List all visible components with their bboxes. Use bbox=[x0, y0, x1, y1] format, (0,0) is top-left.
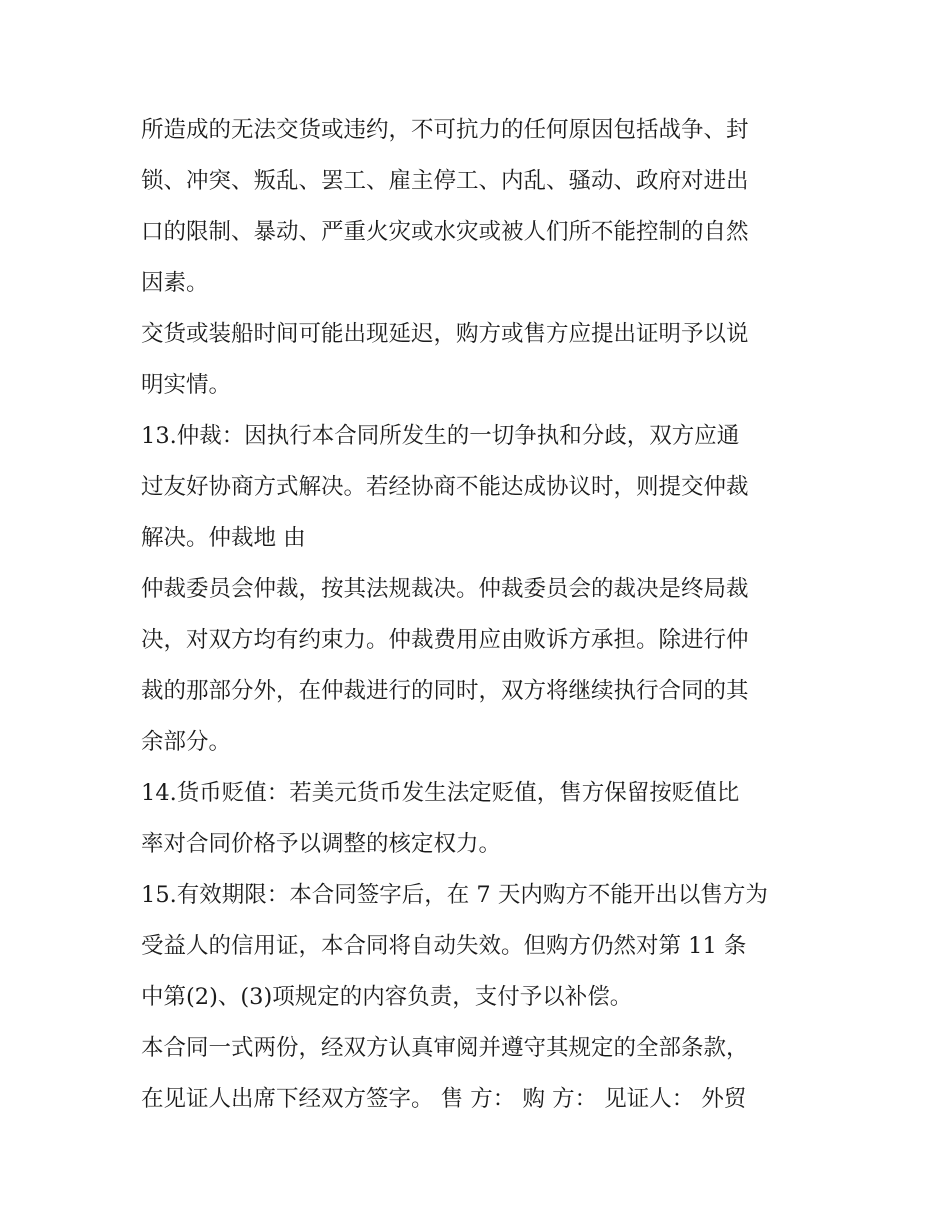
text-line: 锁、冲突、叛乱、罢工、雇主停工、内乱、骚动、政府对进出 bbox=[141, 168, 749, 194]
text-line: 本合同一式两份，经双方认真审阅并遵守其规定的全部条款， bbox=[141, 1035, 749, 1061]
signature-line: 在见证人出席下经双方签字。 售 方： 购 方： 见证人： 外贸 bbox=[141, 1086, 747, 1112]
text-line: 余部分。 bbox=[141, 729, 232, 755]
text-line: 明实情。 bbox=[141, 372, 232, 398]
clause-15-heading-line: 15.有效期限：本合同签字后，在 7 天内购方不能开出以售方为 bbox=[141, 882, 768, 908]
text-line: 因素。 bbox=[141, 270, 209, 296]
text-line: 解决。仲裁地 由 bbox=[141, 525, 306, 551]
text-line: 口的限制、暴动、严重火灾或水灾或被人们所不能控制的自然 bbox=[141, 219, 749, 245]
text-line: 中第(2)、(3)项规定的内容负责，支付予以补偿。 bbox=[141, 984, 633, 1010]
text-line: 受益人的信用证，本合同将自动失效。但购方仍然对第 11 条 bbox=[141, 933, 747, 959]
text-line: 过友好协商方式解决。若经协商不能达成协议时，则提交仲裁 bbox=[141, 474, 749, 500]
text-line: 裁的那部分外，在仲裁进行的同时，双方将继续执行合同的其 bbox=[141, 678, 749, 704]
contract-text-body bbox=[141, 105, 821, 1125]
clause-13-heading-line: 13.仲裁：因执行本合同所发生的一切争执和分歧，双方应通 bbox=[141, 423, 740, 449]
text-line: 所造成的无法交货或违约，不可抗力的任何原因包括战争、封 bbox=[141, 117, 749, 143]
text-line: 决，对双方均有约束力。仲裁费用应由败诉方承担。除进行仲 bbox=[141, 627, 749, 653]
text-line: 率对合同价格予以调整的核定权力。 bbox=[141, 831, 502, 857]
text-line: 交货或装船时间可能出现延迟，购方或售方应提出证明予以说 bbox=[141, 321, 749, 347]
clause-14-heading-line: 14.货币贬值：若美元货币发生法定贬值，售方保留按贬值比 bbox=[141, 780, 740, 806]
text-line: 仲裁委员会仲裁，按其法规裁决。仲裁委员会的裁决是终局裁 bbox=[141, 576, 749, 602]
